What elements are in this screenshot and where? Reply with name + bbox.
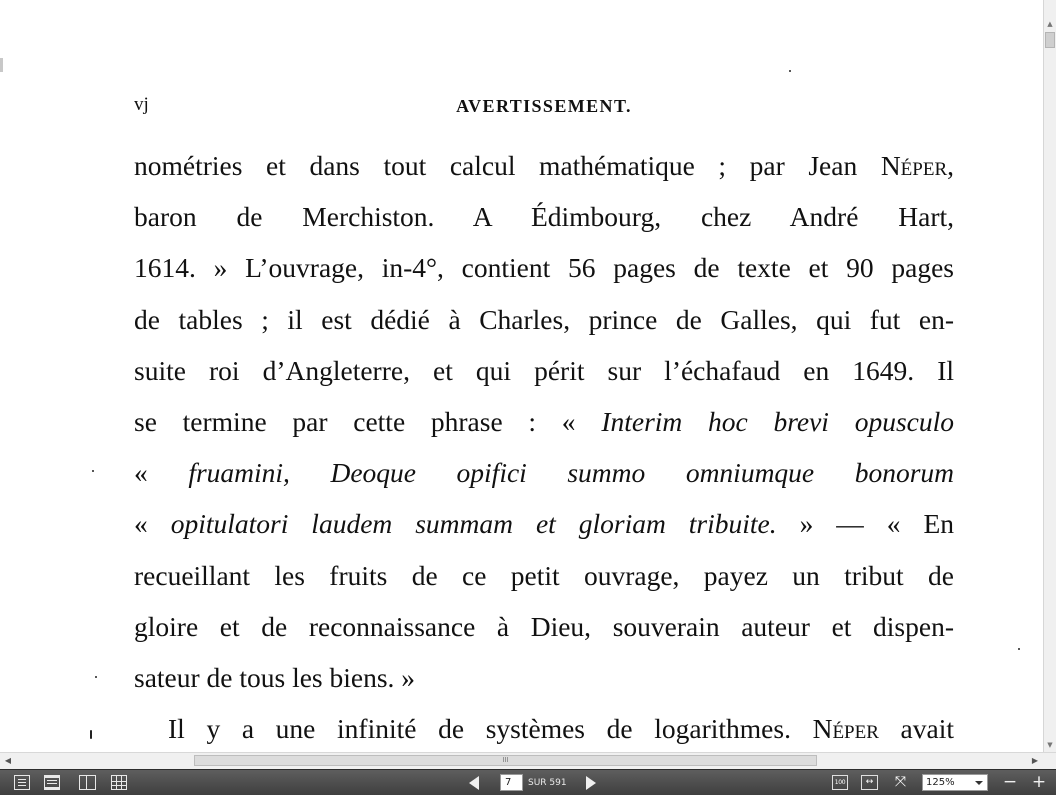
page-edge-marker [0, 58, 3, 72]
text-line: sateur de tous les biens. » [134, 661, 416, 693]
fit-width-button[interactable]: ↔ [861, 775, 878, 790]
scroll-grip: III [502, 756, 509, 764]
text-line: baron de Merchiston. A Édimbourg, chez André Hart, [134, 201, 954, 233]
thumbnail-grid-view-icon[interactable] [111, 775, 127, 790]
two-page-view-icon[interactable] [79, 775, 96, 790]
scan-speck [1018, 648, 1020, 650]
zoom-in-button[interactable]: + [1031, 772, 1047, 792]
scan-speck [789, 70, 791, 72]
page-folio: vj [134, 94, 149, 115]
vertical-scrollbar[interactable] [1043, 0, 1056, 752]
bottom-toolbar [0, 769, 1056, 795]
page-body-text [134, 140, 954, 752]
previous-page-button[interactable] [469, 776, 479, 790]
zoom-out-button[interactable]: − [1002, 772, 1018, 792]
actual-size-button[interactable]: 100 [832, 775, 848, 790]
zoom-level-select[interactable] [922, 774, 988, 791]
page-total-label: SUR 591 [528, 778, 567, 788]
text-line: gloire et de reconnaissance à Dieu, souverain auteur et dispen- [134, 610, 954, 642]
running-title: AVERTISSEMENT. [456, 96, 632, 116]
text-line: de tables ; il est dédié à Charles, prince de Galles, qui fut en- [134, 303, 954, 335]
horizontal-scroll-thumb[interactable] [194, 755, 817, 766]
text-line: 1614. » L’ouvrage, in-4°, contient 56 pages de texte et 90 pages [134, 252, 954, 284]
scroll-right-arrow-icon[interactable]: ▶ [1031, 756, 1039, 765]
scroll-up-arrow-icon[interactable]: ▲ [1047, 20, 1053, 28]
text-line: suite roi d’Angleterre, et qui périt sur l’échafaud en 1649. Il [134, 354, 954, 386]
text-line: « fruamini, Deoque opifici summo omniumque bonorum [134, 457, 955, 489]
horizontal-scrollbar[interactable] [0, 752, 1056, 769]
page-number-input[interactable]: 7 [500, 774, 523, 791]
text-line: nométries et dans tout calcul mathématique ; par Jean Néper, [134, 150, 954, 181]
single-page-view-icon[interactable] [14, 775, 30, 790]
text-line: « opitulatori laudem summam et gloriam tribuite. » — « En [134, 508, 954, 540]
page-header [134, 94, 954, 124]
text-line: Il y a une infinité de systèmes de logarithmes. Néper avait [168, 713, 954, 745]
scan-speck [92, 470, 94, 472]
text-line: recueillant les fruits de ce petit ouvrage, payez un tribut de [134, 559, 954, 591]
continuous-view-icon[interactable] [44, 775, 60, 790]
next-page-button[interactable] [586, 776, 596, 790]
vertical-scroll-thumb[interactable] [1045, 32, 1055, 48]
chevron-down-icon [975, 781, 983, 785]
scan-speck [95, 676, 97, 678]
scan-speck [90, 730, 92, 739]
fit-page-button[interactable]: ⤧ [894, 774, 907, 790]
scroll-down-arrow-icon[interactable]: ▼ [1047, 741, 1053, 749]
scroll-left-arrow-icon[interactable]: ◀ [4, 756, 12, 765]
text-line: se termine par cette phrase : « Interim hoc brevi opusculo [134, 405, 954, 437]
zoom-level-value: 125% [926, 777, 955, 788]
